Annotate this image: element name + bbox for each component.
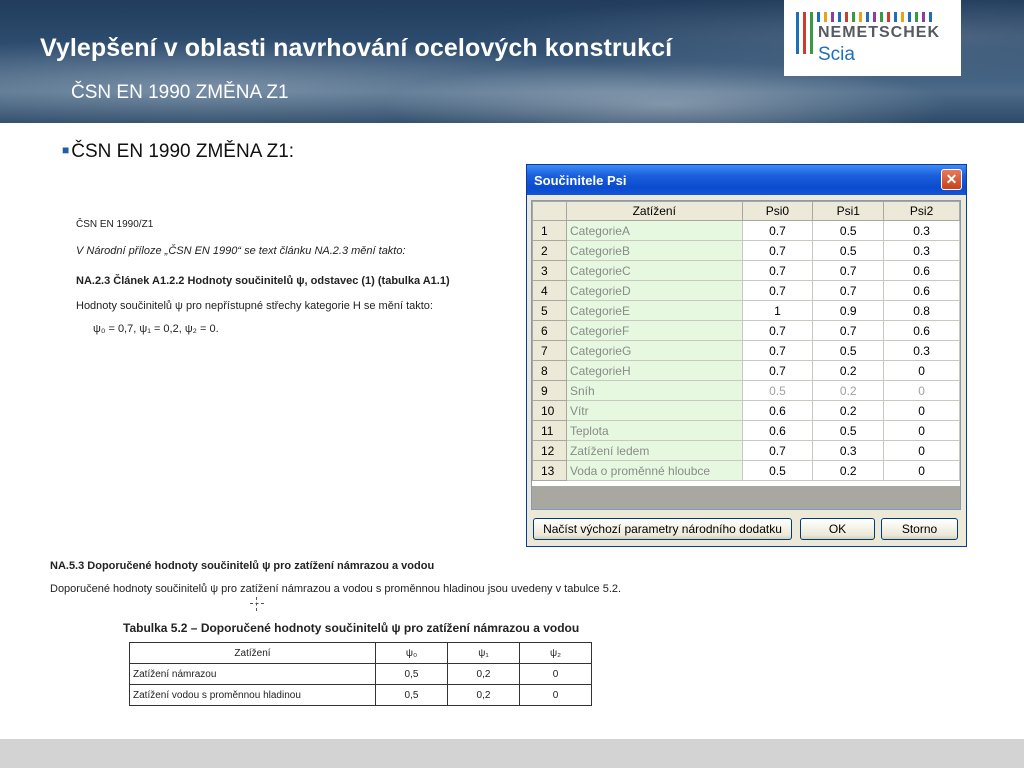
- row-number: 13: [533, 461, 567, 481]
- bullet-item: [62, 141, 294, 163]
- psi2-cell[interactable]: 0.3: [884, 221, 960, 241]
- na53-title: NA.5.3 Doporučené hodnoty součinitelů ψ pro zatížení námrazou a vodou: [50, 560, 435, 572]
- psi0-cell[interactable]: 1: [742, 301, 813, 321]
- header-banner: [0, 0, 1024, 123]
- row-name[interactable]: CategorieF: [566, 321, 742, 341]
- grid-row[interactable]: [533, 281, 960, 301]
- grid-row[interactable]: [533, 461, 960, 481]
- psi2-cell[interactable]: 0: [884, 421, 960, 441]
- psi0-cell[interactable]: 0.7: [742, 441, 813, 461]
- table52-header-row: [130, 643, 592, 664]
- psi2-cell[interactable]: 0: [884, 461, 960, 481]
- logo-bar: [824, 12, 827, 22]
- psi0-cell[interactable]: 0.7: [742, 241, 813, 261]
- psi1-cell[interactable]: 0.2: [813, 381, 884, 401]
- doc-intro: V Národní příloze „ČSN EN 1990“ se text článku NA.2.3 mění takto:: [76, 245, 406, 257]
- psi1-cell[interactable]: 0.7: [813, 261, 884, 281]
- table52-cell: 0,2: [448, 664, 520, 685]
- grid-row[interactable]: [533, 441, 960, 461]
- table52-cell: 0,2: [448, 685, 520, 706]
- psi0-cell[interactable]: 0.6: [742, 401, 813, 421]
- row-number: 5: [533, 301, 567, 321]
- psi0-cell[interactable]: 0.6: [742, 421, 813, 441]
- doc-article-title: NA.2.3 Článek A1.2.2 Hodnoty součinitelů ψ, odstavec (1) (tabulka A1.1): [76, 275, 450, 287]
- psi1-cell[interactable]: 0.9: [813, 301, 884, 321]
- psi2-cell[interactable]: 0: [884, 381, 960, 401]
- logo-bar: [845, 12, 848, 22]
- row-name[interactable]: CategorieC: [566, 261, 742, 281]
- table52-cell: Zatížení námrazou: [130, 664, 376, 685]
- close-icon[interactable]: ✕: [941, 169, 962, 190]
- psi1-cell[interactable]: 0.2: [813, 401, 884, 421]
- row-name[interactable]: CategorieB: [566, 241, 742, 261]
- table52-cell: Zatížení vodou s proměnnou hladinou: [130, 685, 376, 706]
- psi1-cell[interactable]: 0.3: [813, 441, 884, 461]
- row-number: 4: [533, 281, 567, 301]
- table52-cell: 0,5: [376, 664, 448, 685]
- row-number: 9: [533, 381, 567, 401]
- table52-cell: 0: [520, 685, 592, 706]
- slide-subtitle: ČSN EN 1990 ZMĚNA Z1: [71, 82, 289, 103]
- grid-header-zatizeni[interactable]: Zatížení: [566, 202, 742, 221]
- grid-row[interactable]: [533, 341, 960, 361]
- grid-row[interactable]: [533, 241, 960, 261]
- row-name[interactable]: CategorieD: [566, 281, 742, 301]
- psi0-cell[interactable]: 0.7: [742, 281, 813, 301]
- row-number: 3: [533, 261, 567, 281]
- logo-bar: [796, 12, 799, 54]
- grid-row[interactable]: [533, 421, 960, 441]
- logo-bar: [852, 12, 855, 22]
- logo-bar: [908, 12, 911, 22]
- row-name[interactable]: Zatížení ledem: [566, 441, 742, 461]
- row-number: 11: [533, 421, 567, 441]
- psi0-cell[interactable]: 0.5: [742, 381, 813, 401]
- psi2-cell[interactable]: 0: [884, 441, 960, 461]
- psi1-cell[interactable]: 0.5: [813, 241, 884, 261]
- bullet-text: ČSN EN 1990 ZMĚNA Z1:: [71, 141, 295, 162]
- table52-cell: 0: [520, 664, 592, 685]
- grid-empty-area: [532, 486, 960, 510]
- logo-bar: [915, 12, 918, 22]
- psi1-cell[interactable]: 0.5: [813, 341, 884, 361]
- dialog-title: Součinitele Psi: [534, 173, 627, 188]
- logo-bar: [810, 12, 813, 54]
- psi1-cell[interactable]: 0.7: [813, 321, 884, 341]
- doc-formula: ψ₀ = 0,7, ψ₁ = 0,2, ψ₂ = 0.: [93, 323, 219, 335]
- row-number: 12: [533, 441, 567, 461]
- grid-header-corner: [533, 202, 567, 221]
- psi0-cell[interactable]: 0.7: [742, 221, 813, 241]
- row-number: 7: [533, 341, 567, 361]
- logo-product: Scia: [818, 44, 855, 65]
- row-name[interactable]: CategorieA: [566, 221, 742, 241]
- psi2-cell[interactable]: 0.6: [884, 261, 960, 281]
- psi2-cell[interactable]: 0.3: [884, 241, 960, 261]
- grid-row[interactable]: [533, 381, 960, 401]
- psi2-cell[interactable]: 0: [884, 401, 960, 421]
- psi2-cell[interactable]: 0.6: [884, 321, 960, 341]
- table52-title: Tabulka 5.2 – Doporučené hodnoty součinitelů ψ pro zatížení námrazou a vodou: [123, 621, 580, 635]
- logo-bar: [880, 12, 883, 22]
- psi1-cell[interactable]: 0.7: [813, 281, 884, 301]
- row-number: 2: [533, 241, 567, 261]
- logo-bar: [838, 12, 841, 22]
- table52-header: ψ₂: [520, 643, 592, 664]
- row-name[interactable]: CategorieH: [566, 361, 742, 381]
- row-name[interactable]: Voda o proměnné hloubce: [566, 461, 742, 481]
- logo-bar: [922, 12, 925, 22]
- row-number: 8: [533, 361, 567, 381]
- psi1-cell[interactable]: 0.2: [813, 461, 884, 481]
- table52-cell: 0,5: [376, 685, 448, 706]
- logo-name: NEMETSCHEK: [818, 24, 941, 41]
- row-number: 1: [533, 221, 567, 241]
- psi-dialog: [526, 164, 967, 547]
- grid-row[interactable]: [533, 301, 960, 321]
- logo-bar: [831, 12, 834, 22]
- psi-grid: [531, 200, 961, 510]
- logo-bar: [887, 12, 890, 22]
- na53-text: Doporučené hodnoty součinitelů ψ pro zatížení námrazou a vodou s proměnnou hladinou jsou uvedeny v tabulce 5.2.: [50, 583, 622, 595]
- logo-bar: [817, 12, 820, 22]
- table52: [129, 642, 592, 706]
- grid-row[interactable]: [533, 261, 960, 281]
- company-logo: [784, 0, 961, 76]
- table52-row: [130, 685, 592, 706]
- psi2-cell[interactable]: 0.6: [884, 281, 960, 301]
- psi2-cell[interactable]: 0: [884, 361, 960, 381]
- grid-header-psi2[interactable]: Psi2: [884, 202, 960, 221]
- logo-bar: [803, 12, 806, 54]
- logo-bar: [859, 12, 862, 22]
- psi1-cell[interactable]: 0.2: [813, 361, 884, 381]
- slide-title: Vylepšení v oblasti navrhování ocelových konstrukcí: [40, 34, 673, 62]
- grid-header-psi0[interactable]: Psi0: [742, 202, 813, 221]
- grid-row[interactable]: [533, 401, 960, 421]
- footer-bar: [0, 739, 1024, 768]
- table52-row: [130, 664, 592, 685]
- row-number: 6: [533, 321, 567, 341]
- row-number: 10: [533, 401, 567, 421]
- bullet-square-icon: ■: [62, 143, 70, 157]
- psi-table: [532, 201, 960, 481]
- grid-row[interactable]: [533, 221, 960, 241]
- logo-bar: [866, 12, 869, 22]
- grid-header-row: [533, 202, 960, 221]
- crosshair-cursor-icon: [250, 597, 264, 611]
- logo-bar: [894, 12, 897, 22]
- row-name[interactable]: CategorieG: [566, 341, 742, 361]
- psi0-cell[interactable]: 0.7: [742, 341, 813, 361]
- table52-header: ψ₁: [448, 643, 520, 664]
- doc-text: Hodnoty součinitelů ψ pro nepřístupné střechy kategorie H se mění takto:: [76, 300, 433, 312]
- logo-bar: [929, 12, 932, 22]
- doc-head: ČSN EN 1990/Z1: [76, 219, 154, 230]
- logo-bar: [873, 12, 876, 22]
- row-name[interactable]: Teplota: [566, 421, 742, 441]
- table52-header: ψ₀: [376, 643, 448, 664]
- dialog-titlebar[interactable]: [527, 165, 966, 195]
- psi2-cell[interactable]: 0.3: [884, 341, 960, 361]
- psi0-cell[interactable]: 0.7: [742, 261, 813, 281]
- psi0-cell[interactable]: 0.5: [742, 461, 813, 481]
- row-name[interactable]: Sníh: [566, 381, 742, 401]
- table52-header: Zatížení: [130, 643, 376, 664]
- grid-row[interactable]: [533, 361, 960, 381]
- logo-bar: [901, 12, 904, 22]
- grid-header-psi1[interactable]: Psi1: [813, 202, 884, 221]
- cancel-button[interactable]: Storno: [881, 518, 958, 540]
- psi1-cell[interactable]: 0.5: [813, 221, 884, 241]
- row-name[interactable]: CategorieE: [566, 301, 742, 321]
- psi0-cell[interactable]: 0.7: [742, 321, 813, 341]
- load-defaults-button[interactable]: Načíst výchozí parametry národního dodatku: [533, 518, 792, 540]
- grid-row[interactable]: [533, 321, 960, 341]
- psi1-cell[interactable]: 0.5: [813, 421, 884, 441]
- row-name[interactable]: Vítr: [566, 401, 742, 421]
- ok-button[interactable]: OK: [800, 518, 875, 540]
- psi0-cell[interactable]: 0.7: [742, 361, 813, 381]
- psi2-cell[interactable]: 0.8: [884, 301, 960, 321]
